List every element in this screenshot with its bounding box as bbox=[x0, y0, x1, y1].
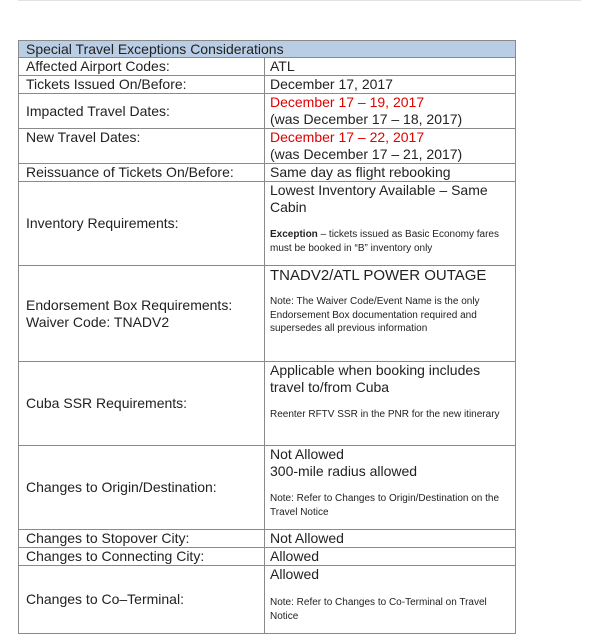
row-value bbox=[265, 266, 516, 362]
row-value: December 17, 2017 bbox=[265, 76, 516, 94]
table-header: Special Travel Exceptions Considerations bbox=[19, 41, 516, 58]
table-row bbox=[19, 362, 516, 446]
impacted-dates-new: December 17 – 19, 2017 bbox=[270, 94, 425, 110]
table-row bbox=[19, 76, 516, 94]
row-value: Same day as flight rebooking bbox=[265, 164, 516, 182]
row-value bbox=[265, 446, 516, 530]
inventory-note bbox=[270, 228, 509, 255]
row-value bbox=[265, 362, 516, 446]
row-value: Not Allowed bbox=[265, 530, 516, 548]
table-row bbox=[19, 58, 516, 76]
top-divider bbox=[18, 0, 581, 1]
exceptions-table bbox=[18, 40, 516, 634]
origin-dest-value: Not Allowed bbox=[270, 446, 344, 462]
inventory-note-text: – tickets issued as Basic Economy fares must be booked in “B” inventory only bbox=[270, 229, 499, 254]
waiver-code-label: Waiver Code: TNADV2 bbox=[26, 313, 170, 330]
row-label: New Travel Dates: bbox=[19, 129, 265, 164]
row-label: Changes to Origin/Destination: bbox=[19, 446, 265, 530]
table-row bbox=[19, 566, 516, 634]
table-row bbox=[19, 548, 516, 566]
table-row bbox=[19, 182, 516, 266]
table-row bbox=[19, 446, 516, 530]
impacted-dates-was: (was December 17 – 18, 2017) bbox=[270, 111, 463, 127]
row-label: Impacted Travel Dates: bbox=[19, 94, 265, 129]
row-value: ATL bbox=[265, 58, 516, 76]
coterminal-note: Note: Refer to Changes to Co-Terminal on Travel Notice bbox=[270, 597, 487, 622]
row-value bbox=[265, 129, 516, 164]
table-row bbox=[19, 530, 516, 548]
row-label bbox=[19, 266, 265, 362]
inventory-note-bold: Exception bbox=[270, 229, 318, 240]
row-label: Cuba SSR Requirements: bbox=[19, 362, 265, 446]
endorsement-value: TNADV2/ATL POWER OUTAGE bbox=[270, 267, 487, 284]
cuba-value: Applicable when booking includes travel to/from Cuba bbox=[270, 362, 481, 395]
row-value bbox=[265, 182, 516, 266]
row-label: Changes to Stopover City: bbox=[19, 530, 265, 548]
new-dates-new: December 17 – 22, 2017 bbox=[270, 129, 425, 145]
inventory-value: Lowest Inventory Available – Same Cabin bbox=[270, 182, 488, 215]
new-dates-was: (was December 17 – 21, 2017) bbox=[270, 146, 463, 162]
row-label: Changes to Co–Terminal: bbox=[19, 566, 265, 634]
row-value bbox=[265, 566, 516, 634]
endorsement-note: Note: The Waiver Code/Event Name is the only Endorsement Box documentation required and supersedes all previous information bbox=[270, 296, 480, 335]
table-header-row bbox=[19, 41, 516, 58]
row-label: Changes to Connecting City: bbox=[19, 548, 265, 566]
table-row bbox=[19, 266, 516, 362]
cuba-note: Reenter RFTV SSR in the PNR for the new itinerary bbox=[270, 409, 500, 420]
origin-dest-value2: 300-mile radius allowed bbox=[270, 463, 418, 479]
row-label: Reissuance of Tickets On/Before: bbox=[19, 164, 265, 182]
endorsement-label: Endorsement Box Requirements: bbox=[26, 296, 233, 313]
table-row bbox=[19, 129, 516, 164]
origin-dest-note: Note: Refer to Changes to Origin/Destination on the Travel Notice bbox=[270, 493, 500, 518]
row-label: Affected Airport Codes: bbox=[19, 58, 265, 76]
table-row bbox=[19, 94, 516, 129]
row-value bbox=[265, 94, 516, 129]
table-row bbox=[19, 164, 516, 182]
row-label: Inventory Requirements: bbox=[19, 182, 265, 266]
row-label: Tickets Issued On/Before: bbox=[19, 76, 265, 94]
row-value: Allowed bbox=[265, 548, 516, 566]
coterminal-value: Allowed bbox=[270, 566, 320, 582]
